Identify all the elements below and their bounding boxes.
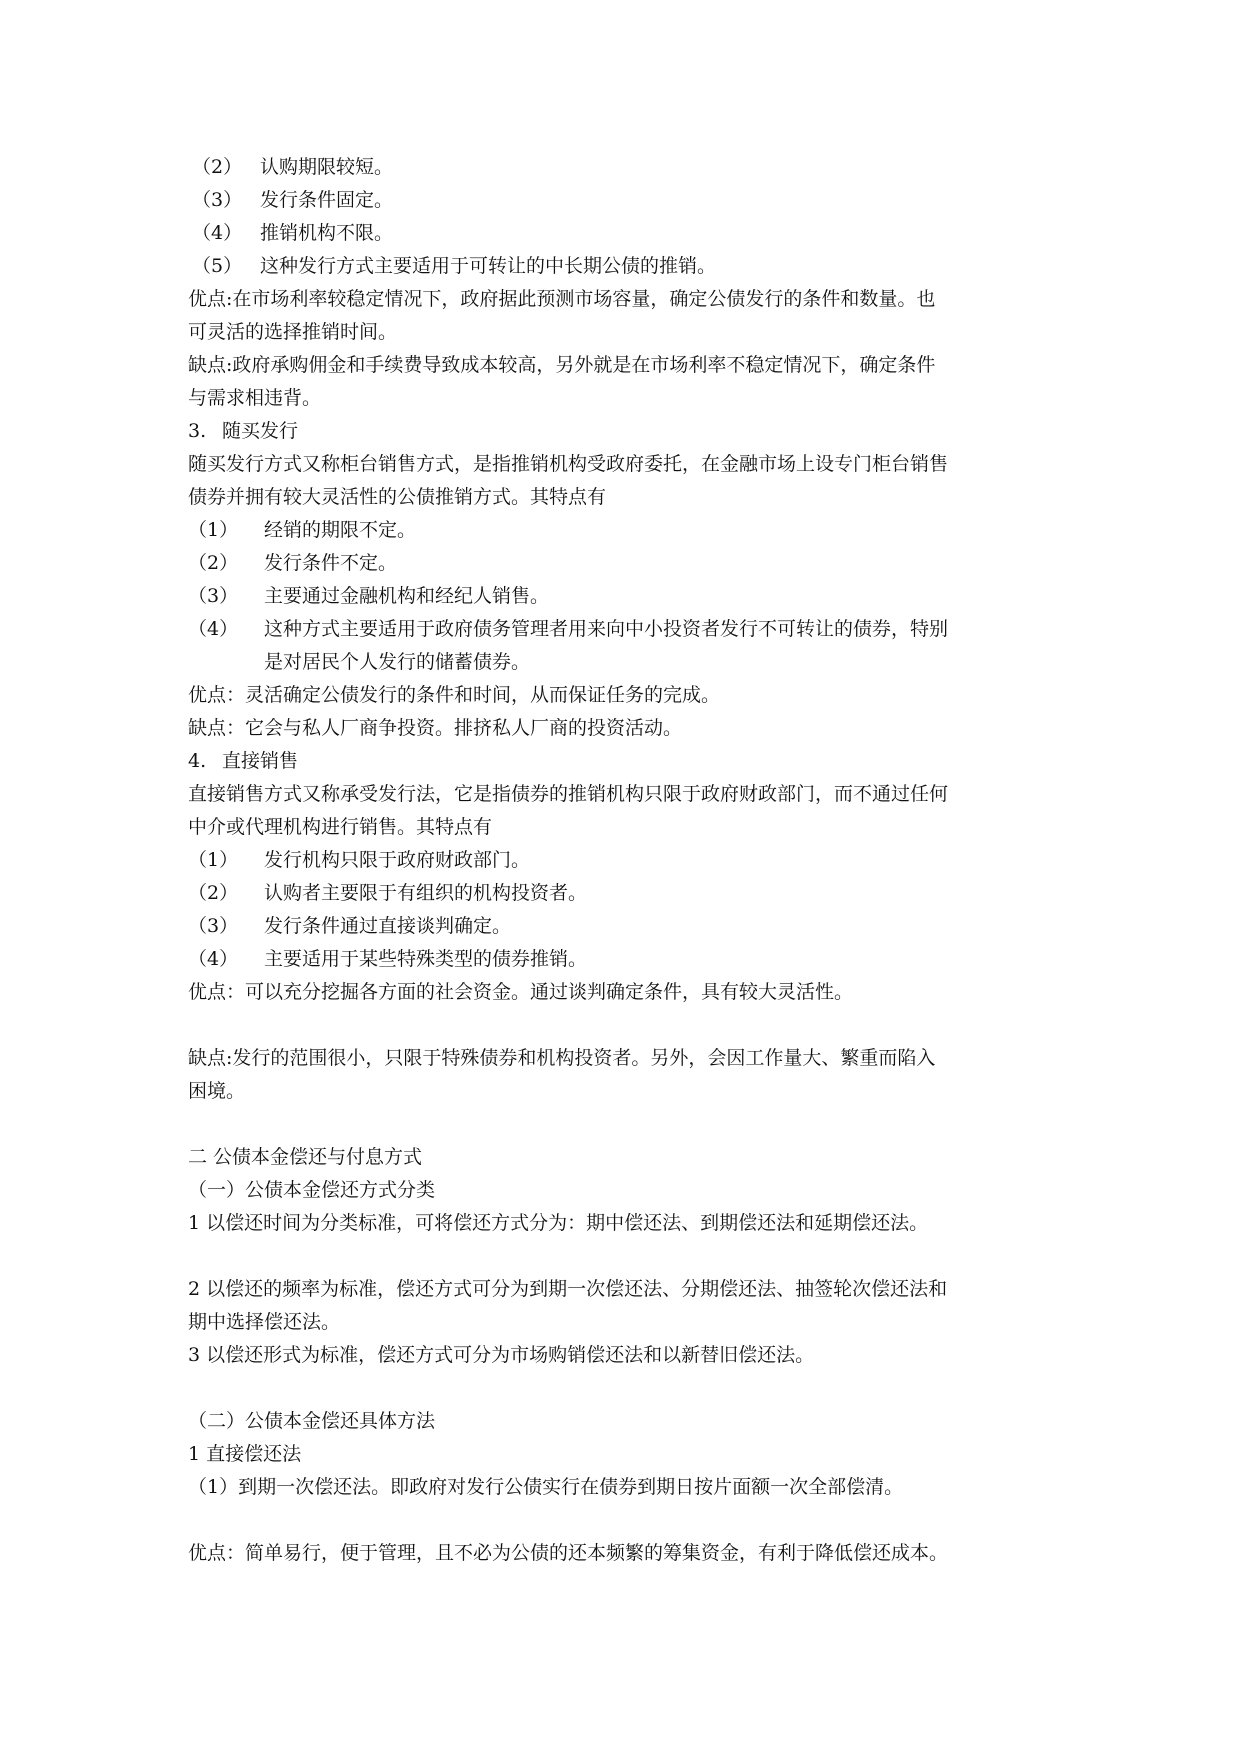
paragraph-line: 优点：简单易行，便于管理，且不必为公债的还本频繁的筹集资金，有利于降低偿还成本。 bbox=[188, 1542, 949, 1564]
list-item bbox=[188, 547, 1058, 580]
list-item bbox=[188, 514, 1058, 547]
paragraph-line: 缺点:政府承购佣金和手续费导致成本较高，另外就是在市场利率不稳定情况下，确定条件 bbox=[188, 354, 936, 376]
list-number: （3） bbox=[188, 915, 239, 937]
paragraph-line: 随买发行方式又称柜台销售方式，是指推销机构受政府委托，在金融市场上设专门柜台销售 bbox=[188, 453, 949, 475]
list-text: 这种发行方式主要适用于可转让的中长期公债的推销。 bbox=[260, 255, 717, 277]
list-item bbox=[188, 250, 1058, 283]
paragraph-line: 直接销售方式又称承受发行法，它是指债券的推销机构只限于政府财政部门，而不通过任何 bbox=[188, 783, 949, 805]
list-text: 发行条件不定。 bbox=[264, 552, 398, 574]
list-item bbox=[188, 151, 1058, 184]
list-number: （4） bbox=[188, 948, 239, 970]
paragraph-line: 优点：可以充分挖掘各方面的社会资金。通过谈判确定条件，具有较大灵活性。 bbox=[188, 981, 854, 1003]
list-item bbox=[188, 844, 1058, 877]
heading-text: 直接销售 bbox=[222, 750, 299, 772]
subsection-title: （二）公债本金偿还具体方法 bbox=[188, 1410, 436, 1432]
list-item bbox=[188, 910, 1058, 943]
list-text: 主要适用于某些特殊类型的债券推销。 bbox=[264, 948, 588, 970]
list-text: 是对居民个人发行的储蓄债券。 bbox=[264, 651, 531, 673]
blank-line bbox=[188, 1108, 1058, 1141]
list-text: 主要通过金融机构和经纪人销售。 bbox=[264, 585, 550, 607]
list-text: 认购期限较短。 bbox=[260, 156, 394, 178]
blank-line bbox=[188, 1240, 1058, 1273]
paragraph-line: （1）到期一次偿还法。即政府对发行公债实行在债券到期日按片面额一次全部偿清。 bbox=[188, 1476, 904, 1498]
list-number: （4） bbox=[192, 222, 243, 244]
paragraph-line: 债券并拥有较大灵活性的公债推销方式。其特点有 bbox=[188, 486, 607, 508]
list-text: 认购者主要限于有组织的机构投资者。 bbox=[264, 882, 588, 904]
list-number: （3） bbox=[192, 189, 243, 211]
list-number: （2） bbox=[188, 882, 239, 904]
section-heading bbox=[188, 745, 1058, 778]
paragraph-line: 与需求相违背。 bbox=[188, 387, 322, 409]
list-item bbox=[188, 184, 1058, 217]
paragraph-line: 1 以偿还时间为分类标准，可将偿还方式分为：期中偿还法、到期偿还法和延期偿还法。 bbox=[188, 1212, 929, 1234]
blank-line bbox=[188, 1504, 1058, 1537]
list-number: （2） bbox=[188, 552, 239, 574]
paragraph-line: 3 以偿还形式为标准，偿还方式可分为市场购销偿还法和以新替旧偿还法。 bbox=[188, 1344, 815, 1366]
list-item bbox=[188, 580, 1058, 613]
blank-line bbox=[188, 1009, 1058, 1042]
list-number: （1） bbox=[188, 519, 239, 541]
paragraph-line: 优点:在市场利率较稳定情况下，政府据此预测市场容量，确定公债发行的条件和数量。也 bbox=[188, 288, 936, 310]
heading-number: 4. bbox=[188, 750, 207, 772]
blank-line bbox=[188, 1372, 1058, 1405]
list-item-continuation bbox=[188, 646, 1058, 679]
paragraph-line: 1 直接偿还法 bbox=[188, 1443, 302, 1465]
list-number: （1） bbox=[188, 849, 239, 871]
list-text: 这种方式主要适用于政府债务管理者用来向中小投资者发行不可转让的债券，特别 bbox=[264, 618, 949, 640]
list-text: 经销的期限不定。 bbox=[264, 519, 417, 541]
list-number: （2） bbox=[192, 156, 243, 178]
paragraph-line: 困境。 bbox=[188, 1080, 246, 1102]
list-text: 推销机构不限。 bbox=[260, 222, 394, 244]
list-number: （3） bbox=[188, 585, 239, 607]
paragraph-line: 缺点:发行的范围很小，只限于特殊债券和机构投资者。另外，会因工作量大、繁重而陷入 bbox=[188, 1047, 936, 1069]
paragraph-line: 期中选择偿还法。 bbox=[188, 1311, 341, 1333]
paragraph-line: 可灵活的选择推销时间。 bbox=[188, 321, 398, 343]
list-item bbox=[188, 613, 1058, 646]
section-title: 二 公债本金偿还与付息方式 bbox=[188, 1146, 423, 1168]
document-page bbox=[188, 151, 1058, 1570]
section-heading bbox=[188, 415, 1058, 448]
list-item bbox=[188, 217, 1058, 250]
paragraph-line: 缺点：它会与私人厂商争投资。排挤私人厂商的投资活动。 bbox=[188, 717, 683, 739]
heading-number: 3. bbox=[188, 420, 207, 442]
list-item bbox=[188, 943, 1058, 976]
list-text: 发行条件通过直接谈判确定。 bbox=[264, 915, 512, 937]
paragraph-line: 中介或代理机构进行销售。其特点有 bbox=[188, 816, 493, 838]
list-text: 发行机构只限于政府财政部门。 bbox=[264, 849, 531, 871]
list-item bbox=[188, 877, 1058, 910]
list-number: （5） bbox=[192, 255, 243, 277]
paragraph-line: 2 以偿还的频率为标准，偿还方式可分为到期一次偿还法、分期偿还法、抽签轮次偿还法和 bbox=[188, 1278, 948, 1300]
subsection-title: （一）公债本金偿还方式分类 bbox=[188, 1179, 436, 1201]
heading-text: 随买发行 bbox=[222, 420, 299, 442]
list-text: 发行条件固定。 bbox=[260, 189, 394, 211]
list-number: （4） bbox=[188, 618, 239, 640]
paragraph-line: 优点：灵活确定公债发行的条件和时间，从而保证任务的完成。 bbox=[188, 684, 721, 706]
